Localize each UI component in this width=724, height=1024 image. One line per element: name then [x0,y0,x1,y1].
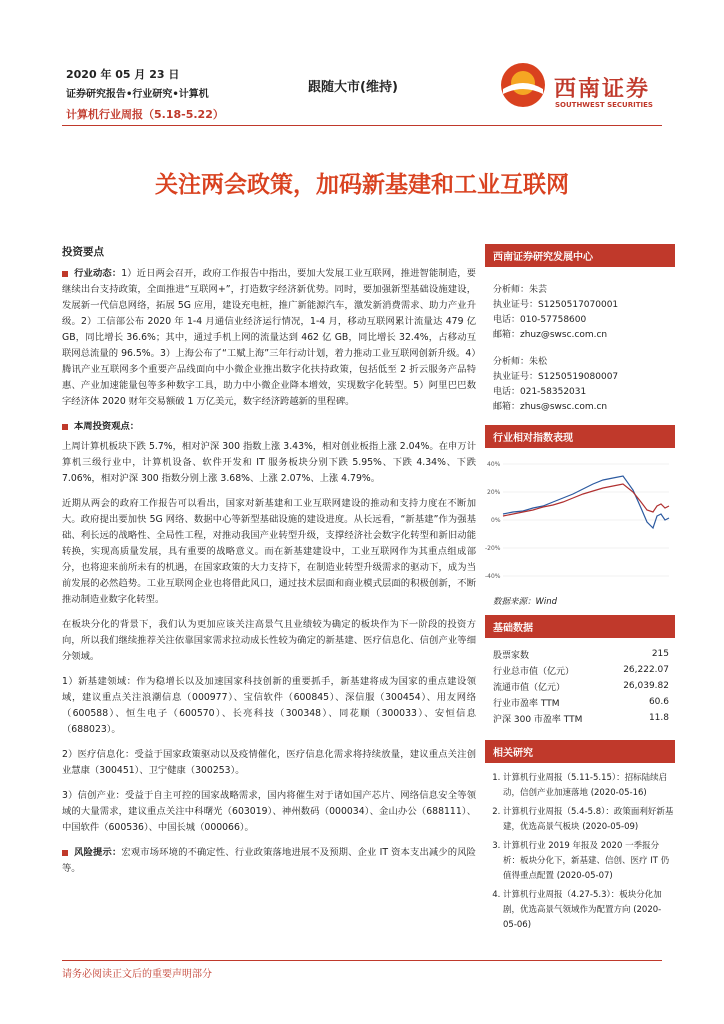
table-row [491,710,671,726]
row-label: 行业市盈率 TTM [493,698,560,709]
report-date: 2020 年 05 月 23 日 [66,68,180,81]
row-label: 股票家数 [493,650,530,661]
paragraph-view1: 近期从两会的政府工作报告可以看出，国家对新基建和工业互联网建设的推动和支持力度在不断加大。政府提出要加快 5G 网络、数据中心等新型基础设施的建设进度。从长远看，“新基建”作为强基础、利长远的战略性、全局性工程，对推动我国产业转型升级，支撑经济社会数字化转型和新旧动能转换，实现高质量发展，具有重要的战略意义。而在新基建建设中，工业互联网作为其重点组成部分，也将迎来前所未有的机遇，在国家政策的大力支持下，在制造业转型升级需求的驱动下，成为当前发展的必然趋势。工业互联网企业也将借此风口，通过技术层面和商业模式层面的积极创新，不断推动制造业数字化转型。 [62,498,476,605]
paragraph-industry-dynamics [62,266,476,410]
bullet-icon [62,850,68,856]
related-research-bar: 相关研究 [485,740,675,763]
analyst1-name: 分析师：朱芸 [493,285,548,295]
paragraph-rec2: 2）医疗信息化：受益于国家政策驱动以及疫情催化，医疗信息化需求将持续放量，建议重点关注创业慧康（300451）、卫宁健康（300253）。 [62,749,476,776]
paragraph-view2: 在板块分化的背景下，我们认为更加应该关注高景气且业绩较为确定的板块作为下一阶段的投资方向，所以我们继续推荐关注依靠国家需求拉动成长性较为确定的新基建、医疗信息化、信创产业等细分领域。 [62,619,476,662]
bullet-icon [62,424,68,430]
main-content [62,244,476,886]
paragraph-view-head [62,419,476,435]
row-value: 215 [651,649,669,659]
analyst1-license: 执业证号：S1250517070001 [493,300,619,310]
list-item[interactable]: 4. 计算机行业周报（4.27-5.3）：板块分化加剧，优选高景气领域作为配置方向 (2020-05-06) [503,888,675,933]
chart-title-bar: 行业相对指数表现 [485,425,675,448]
analyst2-email[interactable]: 邮箱：zhus@swsc.com.cn [493,402,608,412]
chart-source: 数据来源：Wind [493,597,558,607]
rating: 跟随大市(维持) [308,80,398,95]
bullet-head-risk: 风险提示： [74,847,122,858]
basic-data-table [491,646,671,726]
paragraph-rec3: 3）信创产业：受益于自主可控的国家战略需求，国内将催生对于诸如国产芯片、网络信息安全等领域的大量需求，建议重点关注中科曙光（603019）、神州数码（000034）、金山办公（688111）、中国软件（600536）、中国长城（000066）。 [62,790,476,833]
footer-disclaimer: 请务必阅读正文后的重要声明部分 [62,969,212,980]
bullet-text-dynamics: 1）近日两会召开，政府工作报告中指出，要加大发展工业互联网，推进智能制造，要继续出台支持政策，全面推进“互联网+”，打造数字经济新优势。同时，要加强新型基础设施建设，发展新一代信息网络，拓展 5G 应用，建设充电桩，推广新能源汽车，激发新消费需求、助力产业升级。2）工信部公布 2020 年 1-4 月通信业经济运行情况，1-4 月，移动互联网累计流量达 479 亿 GB，同比增长 36.6%；其中，通过手机上网的流量达到 462 亿 GB，同比增长 32.4%，占移动互联网总流量的 96.5%。3）上海公布了“工赋上海”三年行动计划，着力推动工业互联网创新升级。4）腾讯产业互联网多个重要产品线面向中小微企业推出数字化扶持政策，包括低至 2 折云服务产品特惠、产业加速能量包等多种数字工具，助力中小微企业降本增效，实现数字化转型。5）阿里巴巴数字经济体 2020 财年交易额破 1 万亿美元，数字经济跨越新的里程碑。 [62,268,476,407]
logo-icon [500,62,546,108]
paragraph-market: 上周计算机板块下跌 5.7%，相对沪深 300 指数上涨 3.43%，相对创业板指上涨 2.04%。在申万计算机三级行业中，计算机设备、软件开发和 IT 服务板块分别下跌 5.95%、下跌 4.34%、下跌 7.06%，相对沪深 300 指数分别上涨 3.68%、上涨 2.07%、上涨 4.79%。 [62,441,476,484]
bullet-text-risk: 宏观市场环境的不确定性、行业政策落地进展不及预期、企业 IT 资本支出减少的风险等。 [62,847,476,874]
row-label: 沪深 300 市盈率 TTM [493,714,583,725]
row-value: 60.6 [648,697,669,707]
bullet-head-dynamics: 行业动态： [74,268,122,279]
page-title: 关注两会政策，加码新基建和工业互联网 [155,172,569,198]
svg-text:-40%: -40% [485,573,501,580]
table-row [491,694,671,710]
section-title: 投资要点 [62,246,104,258]
table-row [491,646,671,662]
table-row [491,678,671,694]
research-center-bar: 西南证券研究发展中心 [485,244,675,267]
analyst2-license: 执业证号：S1250519080007 [493,372,619,382]
relative-index-chart [485,456,671,588]
list-item[interactable]: 3. 计算机行业 2019 年报及 2020 一季报分析：板块分化下，新基建、信创、医疗 IT 仍值得重点配置 (2020-05-07) [503,839,675,884]
header-divider [62,125,662,126]
logo-text-en: SOUTHWEST SECURITIES [555,101,653,109]
logo-text-cn: 西南证券 [554,77,651,102]
svg-text:0%: 0% [491,517,501,524]
report-category: 证券研究报告•行业研究•计算机 [66,89,209,100]
bullet-icon [62,271,68,277]
analyst1-phone: 电话：010-57758600 [493,315,587,325]
report-weekly-title: 计算机行业周报（5.18-5.22） [66,108,224,121]
row-label: 流通市值（亿元） [493,682,566,693]
paragraph-rec1: 1）新基建领域：作为稳增长以及加速国家科技创新的重要抓手，新基建将成为国家的重点建设领域，建议重点关注浪潮信息（000977）、宝信软件（600845）、深信服（300454）、用友网络（600588）、恒生电子（600570）、长亮科技（300348）、同花顺（300033）、安恒信息（688023）。 [62,676,476,735]
basic-data-bar: 基础数据 [485,615,675,638]
table-row [491,662,671,678]
bullet-head-view: 本周投资观点： [74,421,140,432]
analyst2-name: 分析师：朱松 [493,357,548,367]
list-item[interactable]: 1. 计算机行业周报（5.11-5.15）：招标陆续启动，信创产业加速落地 (2020-05-16) [503,771,675,801]
sidebar [485,244,675,937]
paragraph-risk [62,845,476,877]
svg-text:20%: 20% [487,489,501,496]
row-value: 26,039.82 [623,681,669,691]
analyst2-phone: 电话：021-58352031 [493,387,587,397]
svg-text:40%: 40% [487,461,501,468]
list-item[interactable]: 2. 计算机行业周报（5.4-5.8）：政策面利好新基建，优选高景气板块 (2020-05-09) [503,805,675,835]
related-research-list [485,771,675,933]
row-value: 26,222.07 [623,665,669,675]
row-value: 11.8 [648,713,669,723]
footer-divider [62,960,662,961]
analyst1-email[interactable]: 邮箱：zhuz@swsc.com.cn [493,330,608,340]
svg-text:-20%: -20% [485,545,501,552]
row-label: 行业总市值（亿元） [493,666,575,677]
chart-line-industry [503,484,669,516]
